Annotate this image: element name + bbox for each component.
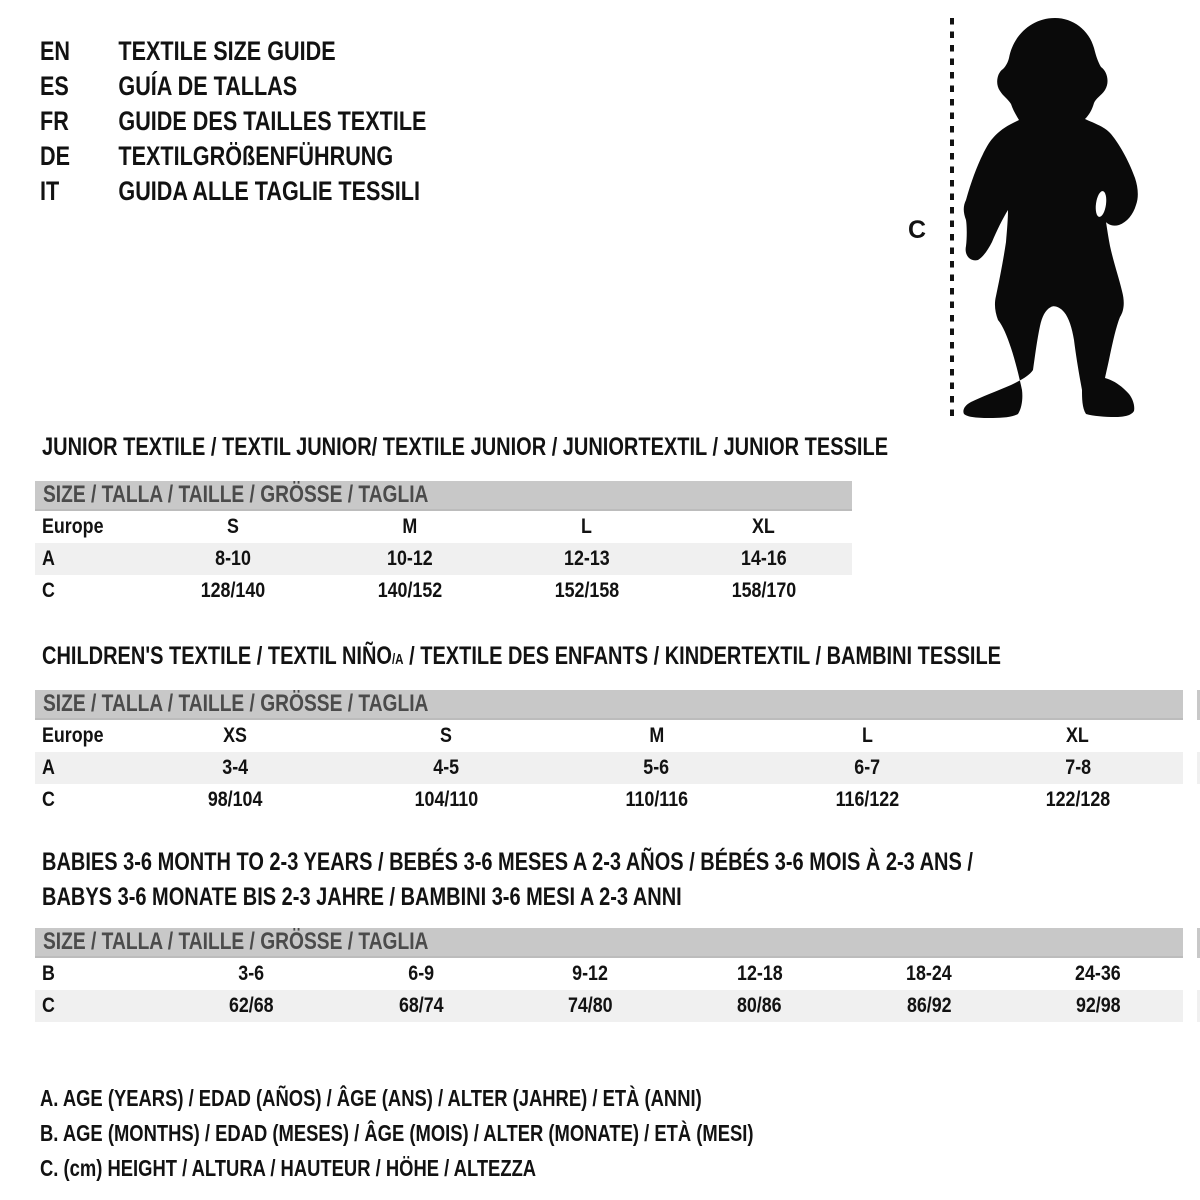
height-value: 122/128 [1045,788,1110,811]
height-value: 104/110 [414,788,478,811]
language-label: GUIDA ALLE TAGLIE TESSILI [118,176,421,206]
size-value: S [227,515,240,538]
size-value: M [402,515,418,538]
height-value: 80/86 [737,994,782,1017]
table-row [35,720,1183,752]
row-label: B [42,962,55,985]
size-value: L [581,515,593,538]
row-label: A [42,547,55,570]
table-row [35,575,852,607]
size-value: XL [1066,724,1090,747]
language-label: GUÍA DE TALLAS [118,71,298,101]
language-code: DE [40,141,71,171]
row-label: C [42,579,55,602]
table-row [35,752,1183,784]
language-row-es [40,69,523,104]
language-code: EN [40,36,71,66]
height-value: 62/68 [229,994,274,1017]
children-size-table [35,690,1183,816]
height-measure-label: C [908,216,927,244]
height-value: 140/152 [377,579,443,602]
height-value: 152/158 [554,579,620,602]
language-row-fr [40,104,523,139]
table-row [35,958,1183,990]
nino-a-suffix: /A [391,652,404,668]
row-label: A [42,756,55,779]
table-row [35,511,852,543]
language-label: GUIDE DES TAILLES TEXTILE [118,106,427,136]
table-row [35,543,852,575]
age-value: 5-6 [643,756,670,779]
height-value: 68/74 [398,994,444,1017]
junior-section-title: JUNIOR TEXTILE / TEXTIL JUNIOR/ TEXTILE JUNIOR / JUNIORTEXTIL / JUNIOR TESSILE [42,433,889,461]
legend-line-c: C. (cm) HEIGHT / ALTURA / HAUTEUR / HÖHE / ALTEZZA [40,1155,537,1181]
row-label: C [42,788,55,811]
language-code: FR [40,106,69,136]
row-label: C [42,994,55,1017]
height-value: 110/116 [625,788,688,811]
babies-size-table [35,928,1183,1022]
size-value: L [861,724,873,747]
height-value: 116/122 [835,788,899,811]
height-value: 92/98 [1075,994,1121,1017]
row-label: Europe [42,724,104,747]
age-value: 12-18 [736,962,783,985]
size-header-bar: SIZE / TALLA / TAILLE / GRÖSSE / TAGLIA [35,481,852,511]
size-header-bar: SIZE / TALLA / TAILLE / GRÖSSE / TAGLIA [35,928,1183,958]
age-value: 3-6 [238,962,265,985]
size-value: S [439,724,452,747]
legend-line-b: B. AGE (MONTHS) / EDAD (MESES) / ÂGE (MOIS) / ALTER (MONATE) / ETÀ (MESI) [40,1120,754,1146]
toddler-body [963,18,1137,418]
babies-section-title-line2: BABYS 3-6 MONATE BIS 2-3 JAHRE / BAMBINI 3-6 MESI A 2-3 ANNI [42,883,682,911]
age-value: 6-9 [408,962,434,985]
height-value: 86/92 [906,994,952,1017]
age-value: 12-13 [564,547,610,570]
size-value: M [649,724,664,747]
language-row-it [40,174,523,209]
table-row [35,784,1183,816]
language-header [40,34,523,209]
age-value: 10-12 [387,547,433,570]
height-value: 98/104 [207,788,263,811]
age-value: 24-36 [1075,962,1122,985]
size-header-bar: SIZE / TALLA / TAILLE / GRÖSSE / TAGLIA [35,690,1183,720]
age-value: 7-8 [1064,756,1091,779]
age-value: 4-5 [432,756,459,779]
height-value: 158/170 [731,579,796,602]
age-value: 3-4 [222,756,249,779]
language-code: ES [40,71,69,101]
age-value: 6-7 [854,756,880,779]
language-row-en [40,34,523,69]
language-row-de [40,139,523,174]
height-value: 128/140 [201,579,266,602]
size-value: XL [752,515,776,538]
junior-size-table [35,481,852,607]
children-section-title: CHILDREN'S TEXTILE / TEXTIL NIÑO/A / TEXTILE DES ENFANTS / KINDERTEXTIL / BAMBINI TESSILE [42,642,1002,670]
row-label: Europe [42,515,104,538]
language-code: IT [40,176,60,206]
age-value: 14-16 [740,547,787,570]
age-value: 8-10 [215,547,252,570]
language-label: TEXTILGRÖßENFÜHRUNG [118,141,394,171]
age-value: 18-24 [906,962,952,985]
size-value: XS [223,724,248,747]
toddler-silhouette [945,14,1145,422]
age-value: 9-12 [572,962,609,985]
babies-section-title-line1: BABIES 3-6 MONTH TO 2-3 YEARS / BEBÉS 3-6 MESES A 2-3 AÑOS / BÉBÉS 3-6 MOIS À 2-3 ANS / [42,848,973,876]
language-label: TEXTILE SIZE GUIDE [118,36,336,66]
height-value: 74/80 [567,994,613,1017]
table-row [35,990,1183,1022]
legend-line-a: A. AGE (YEARS) / EDAD (AÑOS) / ÂGE (ANS) / ALTER (JAHRE) / ETÀ (ANNI) [40,1085,702,1111]
